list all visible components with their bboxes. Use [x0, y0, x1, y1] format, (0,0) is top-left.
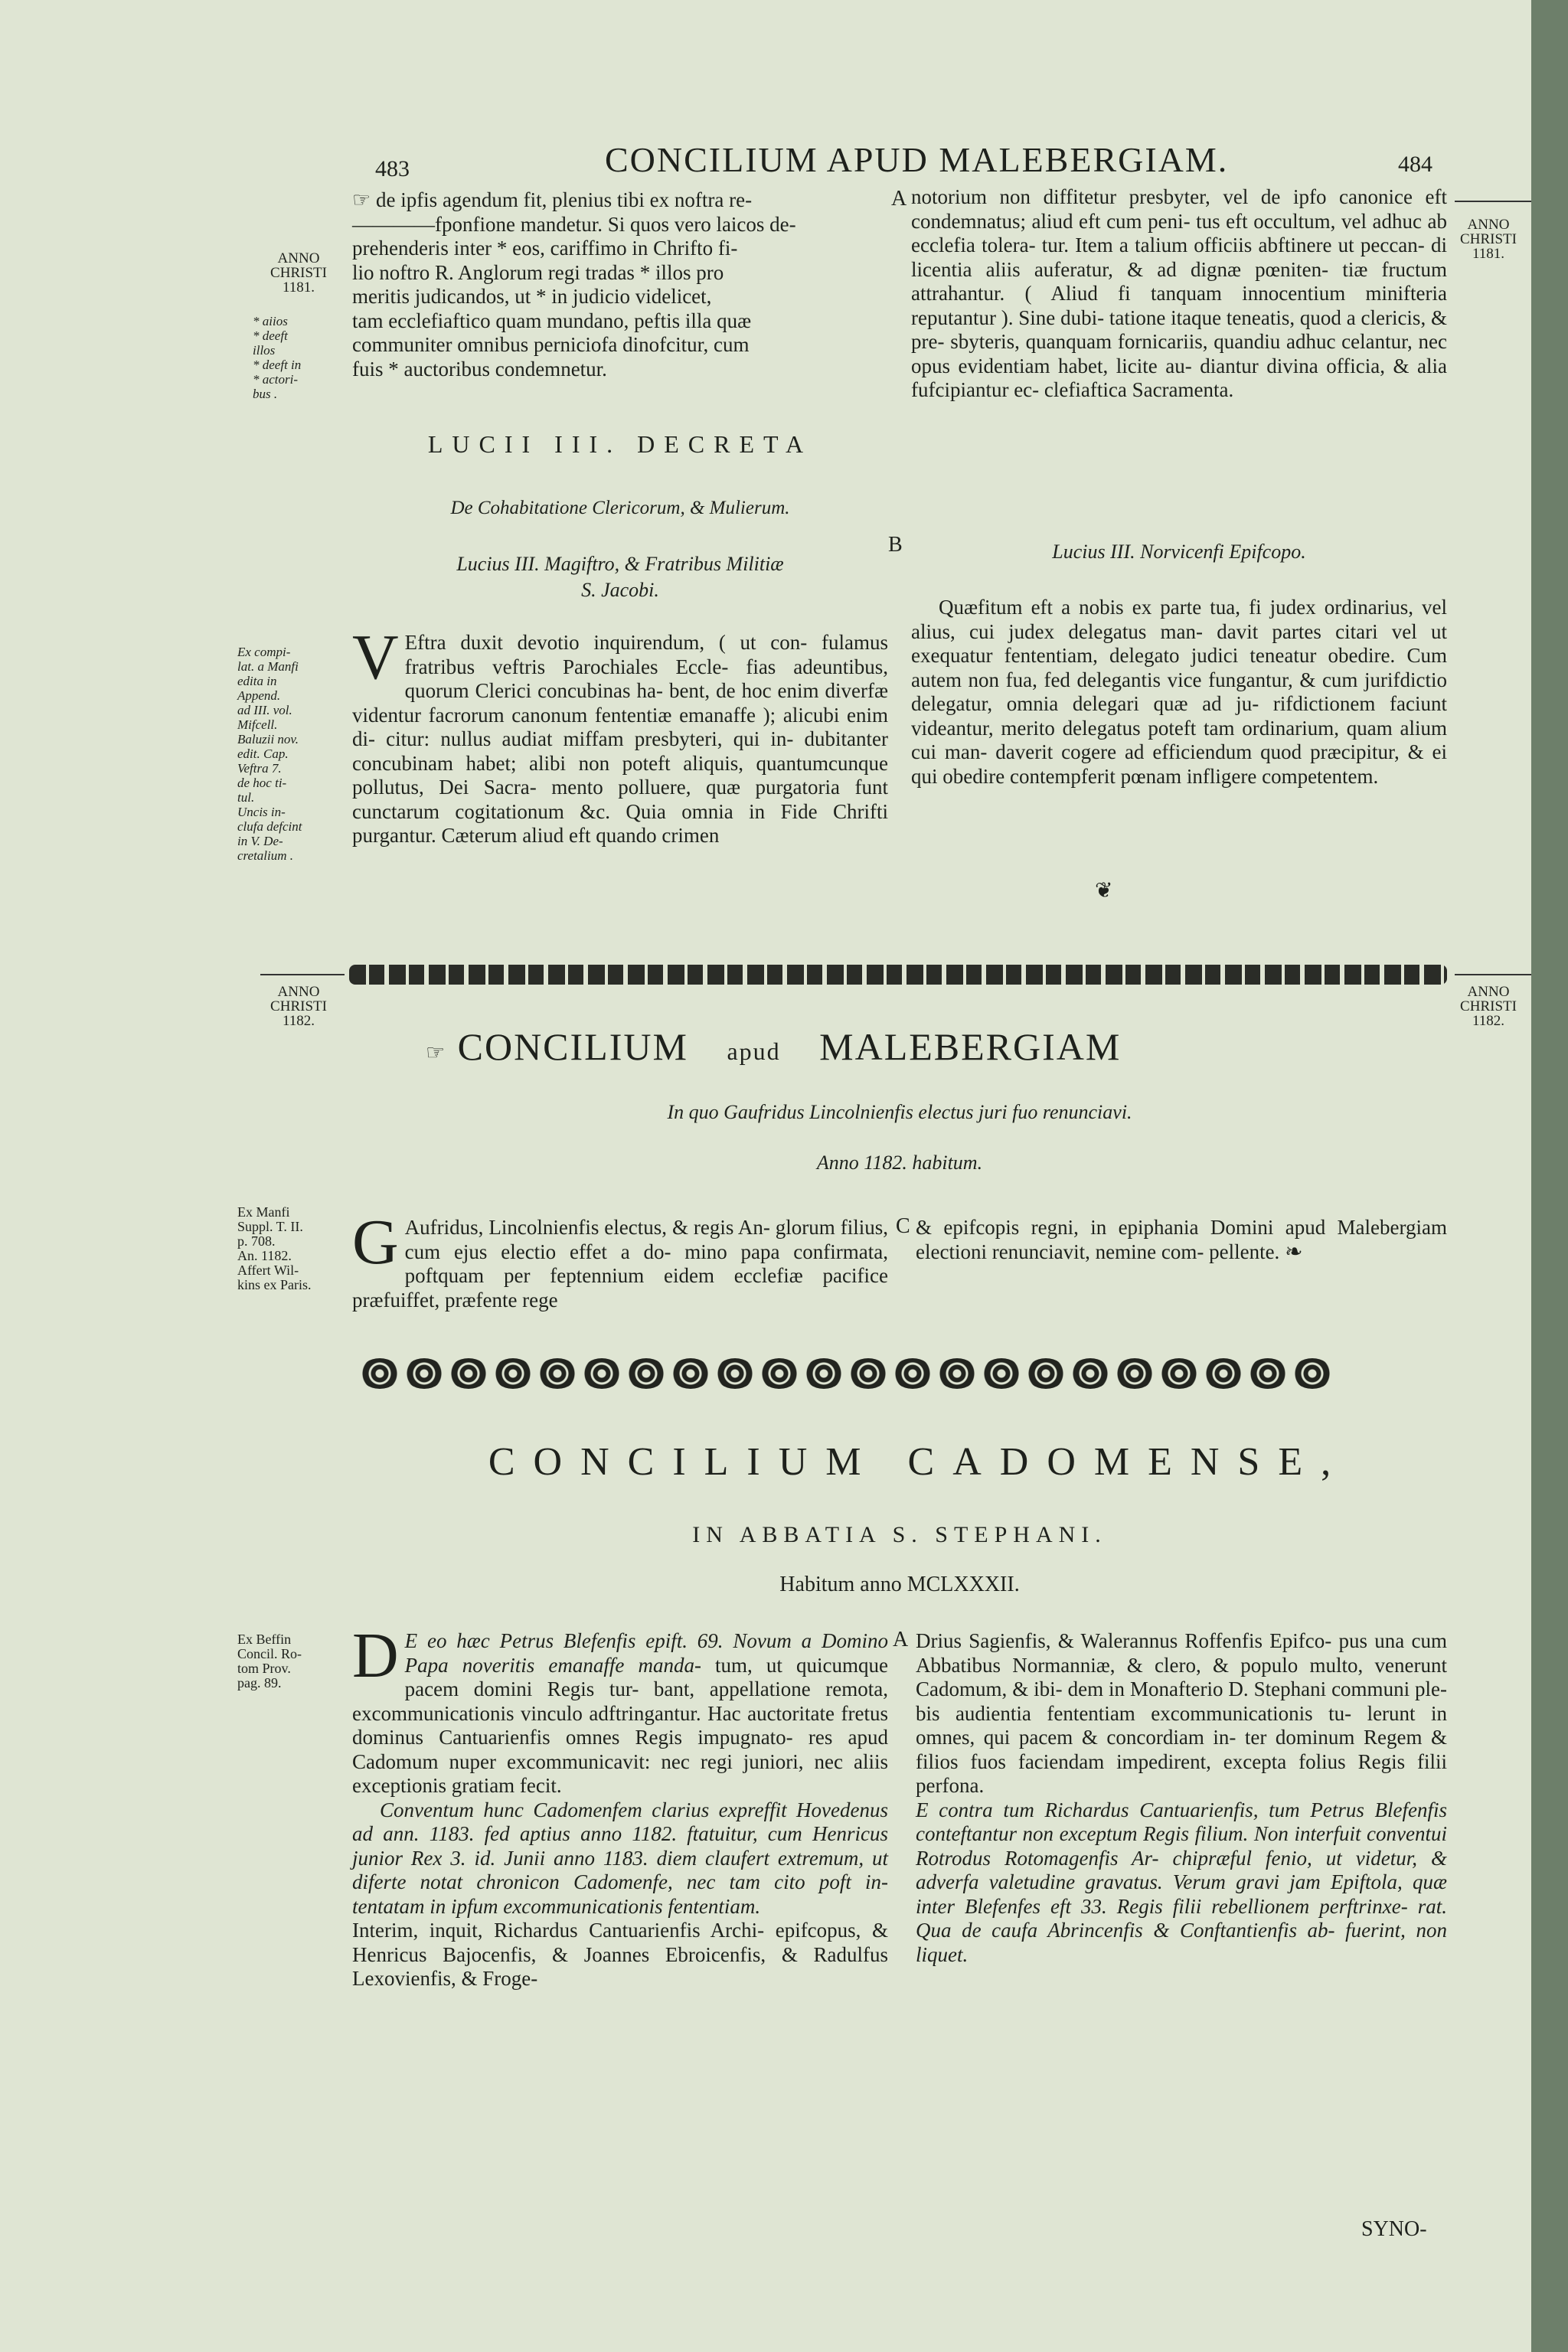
- margin-note: Affert Wil-: [237, 1263, 299, 1278]
- anno-label: ANNO: [277, 250, 320, 266]
- drop-cap-d: D: [352, 1620, 399, 1691]
- section1-right-top: notorium non diffitetur presbyter, vel de ipfo canonice eft condemnatus; aliud eft cum peni- tus eft occultum, vel adhuc ab ecclefia tolera- tur. Item a talium officiis abftinere ut peccan- di licentia aliis auferatur, & ad dignæ pœniten- tiæ fructum attrahantur. ( Aliud fi tanquam innocentium minifteria reputantur ). Sine dubi- tatione itaque teneatis, quod a clericis, & pre- sbyteris, quanquam fornicariis, quandiu adhuc celantur, nec opus evidentiam habet, licite au- diantur divina officia, & alia fufcipiantur ec- clefiaftica Sacramenta.: [911, 185, 1447, 401]
- text-line: lio noftro R. Anglorum regi tradas * illos pro: [352, 260, 724, 284]
- marginal-marker-b: B: [888, 533, 903, 557]
- rosette-ornament: [1070, 1358, 1110, 1389]
- text-line: tam ecclefiaftico quam mundano, peftis illa quæ: [352, 309, 752, 332]
- marginal-marker-c: C: [896, 1214, 910, 1238]
- section2-right-text: [916, 1216, 1447, 1264]
- margin-note: p. 708.: [237, 1233, 276, 1249]
- anno-label: ANNO: [1467, 984, 1510, 1000]
- margin-note: clufa defcint: [237, 819, 302, 834]
- margin-note: * actori-: [253, 372, 299, 387]
- margin-note: de hoc ti-: [237, 776, 287, 790]
- rosette-ornament: [404, 1358, 444, 1389]
- year-label: 1182.: [282, 1013, 315, 1029]
- rosette-ornament: [893, 1358, 933, 1389]
- concilium-malebergiam-title: [426, 1024, 1421, 1069]
- letter-continuation: Interim, inquit, Richardus Cantuarienfis Archi- epifcopus, & Henricus Bajocenfis, & Joannes Ebroicenfis, & Radulfus Lexovienfis, & Froge-: [352, 1919, 888, 1990]
- text-line: ☞ de ipfis agendum fit, plenius tibi ex noftra re-: [352, 188, 753, 211]
- rosette-ornament-band: [360, 1358, 1447, 1393]
- margin-note: tom Prov.: [237, 1661, 291, 1676]
- year-label: 1181.: [282, 279, 315, 296]
- margin-note: bus .: [253, 387, 278, 401]
- rosette-ornament: [1292, 1358, 1332, 1389]
- margin-note: tul.: [237, 790, 255, 805]
- margin-note: edita in: [237, 674, 277, 688]
- margin-note: kins ex Paris.: [237, 1277, 312, 1292]
- right-letter-heading: Lucius III. Norvicenfi Epifcopo.: [1052, 541, 1306, 563]
- rosette-ornament: [493, 1358, 533, 1389]
- letter-text: tum, ut quicumque pacem domini Regis tur- bant, appellatione remota, excommunicationis vinculo adftringantur. Hac auctoritate fretus dominus Cantuarienfis omnes Regis impugnato- res apud Cadomum nuper excommunicavit: nec regi juniori, nec aliis exceptionis gratiam fecit.: [352, 1653, 888, 1797]
- anno-label: ANNO: [1467, 217, 1510, 233]
- margin-note: * aiios: [253, 314, 288, 328]
- margin-note: Ex compi-: [237, 645, 291, 659]
- margin-rule: [260, 974, 345, 975]
- rosette-ornament: [760, 1358, 799, 1389]
- letter-heading-2: S. Jacobi.: [581, 579, 659, 601]
- text-line: meritis judicandos, ut * in judicio videlicet,: [352, 285, 712, 308]
- text-line: communiter omnibus perniciofa dinofcitur, cum: [352, 333, 750, 356]
- rosette-ornament: [1026, 1358, 1066, 1389]
- concilium-cadomense-title: CONCILIUM CADOMENSE,: [488, 1440, 1350, 1484]
- gaufridus-text: Aufridus, Lincolnienfis electus, & regis An- glorum filius, cum ejus electio effet a do- mino papa confirmata, poftquam per feptennium eidem ecclefiæ pacifice præfuiffet, præfente rege: [352, 1216, 888, 1312]
- concilium-date: Anno 1182. habitum.: [816, 1152, 983, 1174]
- anno-christi-1181-left: [253, 251, 345, 295]
- adjacent-page-edge: [1531, 0, 1568, 2352]
- drop-cap-v: V: [352, 622, 399, 693]
- rosette-ornament: [1115, 1358, 1155, 1389]
- renunciation-text: & epifcopis regni, in epiphania Domini apud Malebergiam electioni renunciavit, nemine com- pellente.: [916, 1216, 1447, 1263]
- pointing-hand-icon: ☞: [426, 1041, 447, 1065]
- section1-left-top: [352, 188, 888, 381]
- margin-note: lat. a Manfi: [237, 659, 299, 674]
- page-number-right: 484: [1398, 152, 1432, 177]
- margin-note: pag. 89.: [237, 1675, 282, 1690]
- margin-note: ad III. vol.: [237, 703, 292, 717]
- margin-note: Concil. Ro-: [237, 1646, 302, 1661]
- rosette-ornament: [1159, 1358, 1199, 1389]
- christi-label: CHRISTI: [1460, 998, 1517, 1014]
- title-part: apud: [727, 1037, 781, 1065]
- year-label: 1182.: [1472, 1013, 1505, 1029]
- fleuron-mark: ❧: [1285, 1240, 1303, 1264]
- rosette-ornament: [360, 1358, 400, 1389]
- rosette-ornament: [804, 1358, 844, 1389]
- page-number-left: 483: [375, 156, 410, 181]
- christi-label: CHRISTI: [1460, 231, 1517, 247]
- editorial-note: E contra tum Richardus Cantuarienfis, tum Petrus Blefenfis conteftantur non exceptum Regis filium. Non interfuit conventui Rotrodus Rotomagenfis Ar- chipræful fenio, ut videtur, & adverfa valetudine gravatus. Verum gravi jam Epiftola, quæ inter Blefenfes eft 33. Regis filii rebellionem perftrinxe- rat. Qua de caufa Abrincenfis & Conftantienfis ab- fuerint, non liquet.: [916, 1798, 1447, 1966]
- text-line: prehenderis inter * eos, cariffimo in Chrifto fi-: [352, 237, 738, 260]
- section3-left-column: [352, 1620, 888, 1991]
- section3-right-column: [916, 1629, 1447, 1967]
- rosette-ornament: [848, 1358, 888, 1389]
- margin-notes-variants: [253, 314, 337, 401]
- rosette-ornament: [671, 1358, 710, 1389]
- margin-note: Baluzii nov.: [237, 732, 299, 746]
- margin-note: Ex Beffin: [237, 1632, 292, 1647]
- margin-note: in V. De-: [237, 834, 283, 848]
- section1-left-body: [352, 622, 888, 848]
- christi-label: CHRISTI: [270, 998, 327, 1014]
- margin-note: cretalium .: [237, 848, 294, 863]
- anno-label: ANNO: [277, 984, 320, 1000]
- rosette-ornament: [937, 1358, 977, 1389]
- cadomense-subtitle: IN ABBATIA S. STEPHANI.: [692, 1522, 1107, 1547]
- margin-note: Suppl. T. II.: [237, 1219, 303, 1234]
- year-label: 1181.: [1472, 246, 1505, 262]
- drop-cap-g: G: [352, 1207, 399, 1278]
- margin-note: Append.: [237, 688, 281, 703]
- margin-rule: [1455, 974, 1531, 975]
- margin-note: * deeft: [253, 328, 288, 343]
- margin-note: Uncis in-: [237, 805, 286, 819]
- letter-text: Drius Sagienfis, & Walerannus Roffenfis Epifco- pus una cum Abbatibus Normanniæ, & clero, & populo multo, venerunt Cadomum, & ibi- dem in Monafterio D. Stephani communi ple- bis audientia fententiam excommunicationis tu- lerunt in omnes, qui pacem & concordiam in- ter dominum Regem & filios fuos faciendam impedirent, excepta folius Regis filii perfona.: [916, 1629, 1447, 1797]
- margin-note: Veftra 7.: [237, 761, 282, 776]
- margin-note: Mifcell.: [237, 717, 278, 732]
- rosette-ornament: [715, 1358, 755, 1389]
- margin-note: illos: [253, 343, 276, 358]
- decreta-subheading: De Cohabitatione Clericorum, & Mulierum.: [450, 498, 790, 518]
- title-part: CONCILIUM: [457, 1025, 688, 1068]
- decretum-text: Eftra duxit devotio inquirendum, ( ut con- fulamus fratribus veftris Parochiales Eccle- fias adeuntibus, quorum Clerici concubinas ha- bent, de hoc enim diverfæ videntur facrorum canonum fententiæ emanaffe ); alicubi enim di- citur: nullus audiat miffam presbyteri, qui in- dubitanter concubinam habet; alibi non poteft aliquis, quantumcunque pollutus, Dei Sacra- mento polluere, quæ purgatoria funt cunctarum cogitationum &c. Quia omnia in Fide Chrifti purgantur. Cæterum aliud eft quando crimen: [352, 631, 888, 847]
- anno-christi-1181-right: [1446, 217, 1531, 261]
- margin-note: * deeft in: [253, 358, 302, 372]
- text-line: ――――fponfione mandetur. Si quos vero laicos de-: [352, 212, 796, 236]
- decreta-heading: LUCII III. DECRETA: [427, 430, 813, 458]
- rosette-ornament: [982, 1358, 1021, 1389]
- rosette-ornament: [537, 1358, 577, 1389]
- rosette-ornament: [582, 1358, 622, 1389]
- christi-label: CHRISTI: [270, 265, 327, 281]
- rosette-ornament: [1248, 1358, 1288, 1389]
- margin-rule: [1455, 201, 1531, 202]
- source-note-cadomense: [237, 1632, 352, 1690]
- source-note-malebergiam: [237, 1205, 352, 1292]
- letter-heading-1: Lucius III. Magiftro, & Fratribus Militiæ: [456, 553, 784, 575]
- source-note-decreta: [237, 645, 352, 863]
- marginal-marker-a: A: [893, 1628, 909, 1651]
- running-title: CONCILIUM APUD MALEBERGIAM.: [605, 140, 1229, 179]
- catchword: SYNO-: [1361, 2217, 1427, 2241]
- margin-note: edit. Cap.: [237, 746, 289, 761]
- margin-note: An. 1182.: [237, 1248, 292, 1263]
- ornamental-band: [349, 965, 1447, 985]
- fleuron-mark: ❦: [1095, 879, 1113, 903]
- margin-note: Ex Manfi: [237, 1204, 290, 1220]
- section1-right-body: Quæfitum eft a nobis ex parte tua, fi judex ordinarius, vel alius, cui judex delegatus man- davit partes citari vel ut exequatur fententiam, delegato judici teneatur obedire. Cum autem non fua, fed delegantis vice fungantur, & cum jurifdictio delegatur, omnia delegari quæ ad ju- rifdictionem faciunt videantur, merito delegatus poteft tam ordinarium, quam alium cui man- daverit cogere ad efficiendum quod præcipitur, & ei qui obedire contempferit pœnam infligere competentem.: [911, 596, 1447, 788]
- section2-left-text: [352, 1207, 888, 1312]
- anno-christi-1182-left: [245, 985, 352, 1028]
- letter-intro: E eo hæc Petrus Blefenfis epift. 69. Novum a Domino Papa noveritis emanaffe manda-: [404, 1629, 888, 1677]
- editorial-note: Conventum hunc Cadomenfem clarius expreffit Hovedenus ad ann. 1183. fed aptius anno 1182. ftatuitur, cum Henricus junior Rex 3. id. Junii anno 1183. diem claufert extremum, ut diferte notat chronicon Cadomenfe, nec tam cito poft in- tentatam in ipfum excommunicationis fententiam.: [352, 1798, 888, 1918]
- cadomense-date: Habitum anno MCLXXXII.: [779, 1573, 1020, 1596]
- rosette-ornament: [1204, 1358, 1243, 1389]
- marginal-marker-a: A: [891, 187, 907, 211]
- anno-christi-1182-right: [1446, 985, 1531, 1028]
- text-line: fuis * auctoribus condemnetur.: [352, 357, 607, 381]
- rosette-ornament: [626, 1358, 666, 1389]
- title-part: MALEBERGIAM: [819, 1025, 1122, 1068]
- rosette-ornament: [449, 1358, 488, 1389]
- concilium-subtitle: In quo Gaufridus Lincolnienfis electus juri fuo renunciavi.: [667, 1101, 1132, 1123]
